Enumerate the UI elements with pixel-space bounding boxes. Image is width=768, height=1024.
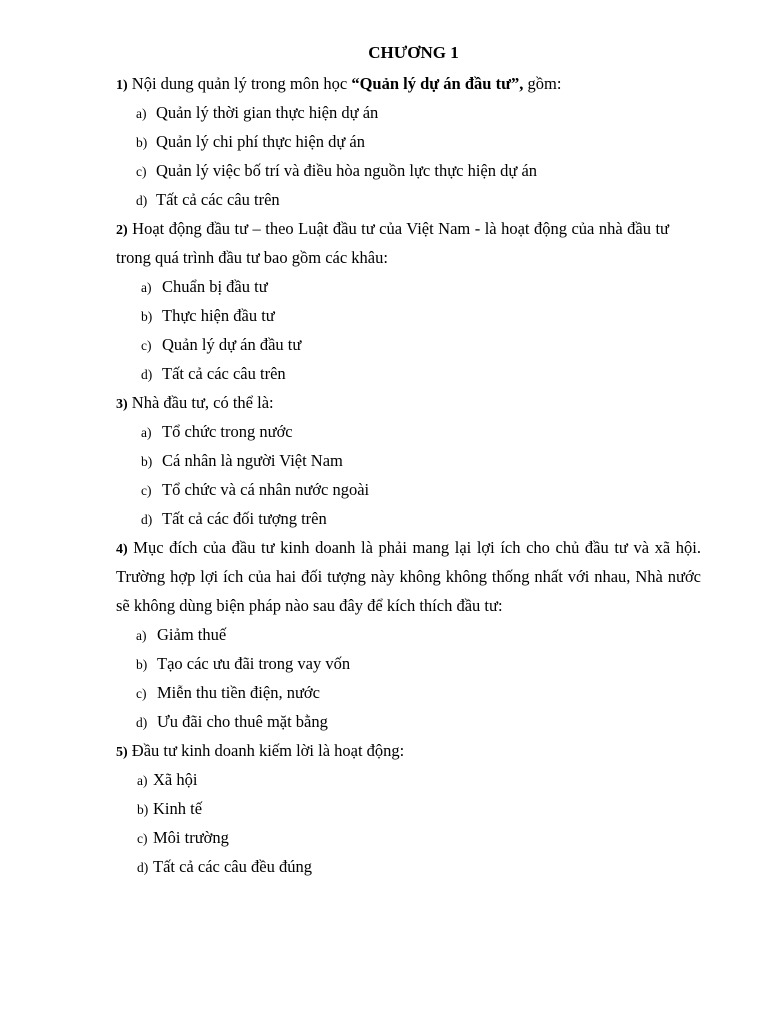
option-text: Cá nhân là người Việt Nam [162, 451, 343, 470]
q2-option-a [141, 277, 268, 298]
q5-option-d [137, 857, 312, 878]
q3-option-c [141, 480, 369, 501]
option-letter: d) [141, 512, 153, 527]
option-text: Xã hội [153, 770, 198, 789]
question-2-line-2: trong quá trình đầu tư bao gồm các khâu: [116, 248, 388, 267]
q1-option-a [136, 103, 378, 124]
option-text: Quản lý thời gian thực hiện dự án [156, 103, 379, 122]
q4-option-a [136, 625, 226, 646]
q4-option-c [136, 683, 320, 704]
option-text: Tất cả các câu trên [156, 190, 280, 209]
option-text: Quản lý chi phí thực hiện dự án [156, 132, 365, 151]
q4-option-b [136, 654, 350, 675]
question-5 [116, 741, 404, 763]
question-1 [116, 74, 561, 96]
option-letter: d) [136, 715, 148, 730]
option-text: Tổ chức và cá nhân nước ngoài [162, 480, 370, 499]
option-letter: c) [136, 686, 147, 701]
option-letter: a) [141, 425, 152, 440]
question-number: 4) [116, 542, 128, 557]
course-name: “Quản lý dự án đầu tư”, [351, 74, 524, 93]
question-number: 1) [116, 78, 128, 93]
option-text: Quản lý dự án đầu tư [162, 335, 302, 354]
option-letter: c) [141, 338, 152, 353]
option-letter: c) [137, 831, 148, 846]
option-letter: d) [136, 193, 148, 208]
option-letter: b) [141, 454, 153, 469]
option-letter: b) [141, 309, 153, 324]
option-letter: d) [141, 367, 153, 382]
option-text: Quản lý việc bố trí và điều hòa nguồn lực thực hiện dự án [156, 161, 538, 180]
question-text: Nhà đầu tư, có thể là: [131, 393, 274, 412]
option-text: Thực hiện đầu tư [162, 306, 275, 325]
option-letter: b) [137, 802, 149, 817]
question-text: Hoạt động đầu tư – theo Luật đầu tư của Việt Nam - là hoạt động của nhà đầu tư [132, 219, 669, 238]
q1-option-b [136, 132, 365, 153]
question-number: 5) [116, 745, 128, 760]
question-4-line-1 [116, 538, 701, 560]
q1-option-d [136, 190, 280, 211]
option-text: Chuẩn bị đầu tư [162, 277, 268, 296]
question-number: 3) [116, 397, 128, 412]
option-text: Tất cả các câu trên [162, 364, 286, 383]
q3-option-a [141, 422, 293, 443]
option-text: Kinh tế [153, 799, 203, 818]
question-number: 2) [116, 223, 128, 238]
question-text: Đầu tư kinh doanh kiếm lời là hoạt động: [131, 741, 405, 760]
q3-option-b [141, 451, 343, 472]
q5-option-c [137, 828, 229, 849]
option-letter: b) [136, 135, 148, 150]
question-4-line-3: sẽ không dùng biện pháp nào sau đây để kích thích đầu tư: [116, 596, 503, 615]
q5-option-b [137, 799, 202, 820]
q2-option-d [141, 364, 286, 385]
option-text: Miễn thu tiền điện, nước [157, 683, 320, 702]
option-letter: a) [141, 280, 152, 295]
option-text: Giảm thuế [157, 625, 227, 644]
q4-option-d [136, 712, 328, 733]
question-2-line-1 [116, 219, 669, 241]
option-text: Ưu đãi cho thuê mặt bằng [157, 712, 328, 731]
option-text: Tất cả các câu đều đúng [153, 857, 312, 876]
q3-option-d [141, 509, 327, 530]
q2-option-b [141, 306, 275, 327]
option-letter: a) [136, 628, 147, 643]
option-letter: c) [136, 164, 147, 179]
option-letter: b) [136, 657, 148, 672]
option-text: Tổ chức trong nước [162, 422, 293, 441]
chapter-title: CHƯƠNG 1 [368, 43, 459, 62]
q1-option-c [136, 161, 537, 182]
option-text: Tạo các ưu đãi trong vay vốn [157, 654, 351, 673]
option-letter: a) [137, 773, 148, 788]
q2-option-c [141, 335, 301, 356]
q5-option-a [137, 770, 197, 791]
option-text: Tất cả các đối tượng trên [162, 509, 327, 528]
question-text: Mục đích của đầu tư kinh doanh là phải mang lại lợi ích cho chủ đầu tư và xã hội. [133, 538, 702, 557]
option-text: Môi trường [153, 828, 229, 847]
question-text-end: gồm: [527, 74, 562, 93]
question-3 [116, 393, 274, 415]
question-text: Nội dung quản lý trong môn học [131, 74, 348, 93]
option-letter: c) [141, 483, 152, 498]
option-letter: d) [137, 860, 149, 875]
question-4-line-2: Trường hợp lợi ích của hai đối tượng này không không thống nhất với nhau, Nhà nước [116, 567, 701, 586]
option-letter: a) [136, 106, 147, 121]
